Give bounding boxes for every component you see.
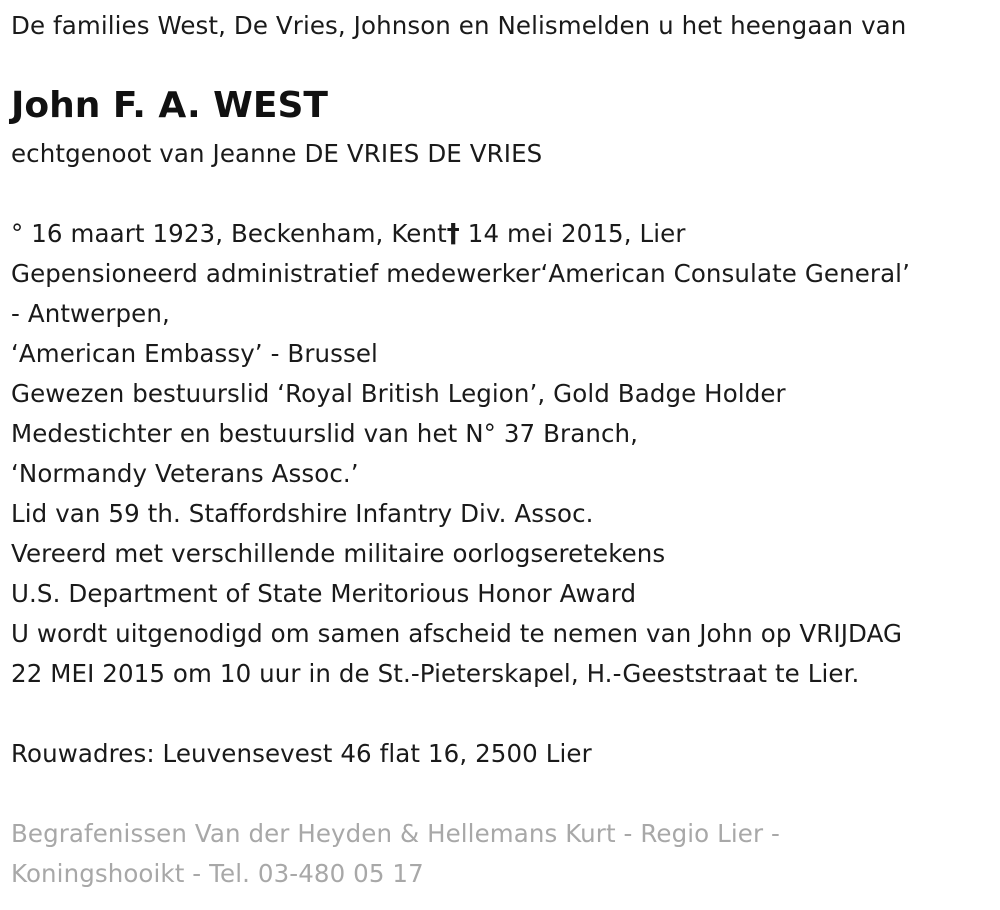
deceased-name: John F. A. WEST — [11, 85, 328, 126]
funeral-home-footer — [11, 814, 780, 894]
birth-death-line — [11, 214, 910, 254]
mourning-address: Rouwadres: Leuvensevest 46 flat 16, 2500 Lier — [11, 739, 592, 768]
detail-line: Gepensioneerd administratief medewerker‘American Consulate General’ — [11, 259, 910, 288]
cross-icon: † — [446, 219, 460, 249]
detail-line: U.S. Department of State Meritorious Honor Award — [11, 579, 637, 608]
intro-text: De families West, De Vries, Johnson en Nelismelden u het heengaan van — [11, 11, 907, 40]
details-block — [11, 214, 910, 694]
detail-line: ‘American Embassy’ - Brussel — [11, 339, 378, 368]
spouse-line: echtgenoot van Jeanne DE VRIES DE VRIES — [11, 139, 543, 168]
ceremony-line: 22 MEI 2015 om 10 uur in de St.-Pieterskapel, H.-Geeststraat te Lier. — [11, 659, 860, 688]
detail-line: Lid van 59 th. Staffordshire Infantry Div. Assoc. — [11, 499, 594, 528]
detail-line: - Antwerpen, — [11, 299, 170, 328]
birth-text: ° 16 maart 1923, Beckenham, Kent — [11, 219, 447, 248]
detail-line: Vereerd met verschillende militaire oorlogseretekens — [11, 539, 666, 568]
funeral-home-line: Begrafenissen Van der Heyden & Hellemans Kurt - Regio Lier - — [11, 819, 780, 848]
death-text: 14 mei 2015, Lier — [459, 219, 686, 248]
ceremony-line: U wordt uitgenodigd om samen afscheid te nemen van John op VRIJDAG — [11, 619, 903, 648]
funeral-home-line: Koningshooikt - Tel. 03-480 05 17 — [11, 859, 424, 888]
detail-line: ‘Normandy Veterans Assoc.’ — [11, 459, 359, 488]
detail-line: Gewezen bestuurslid ‘Royal British Legion’, Gold Badge Holder — [11, 379, 786, 408]
detail-line: Medestichter en bestuurslid van het N° 37 Branch, — [11, 419, 639, 448]
